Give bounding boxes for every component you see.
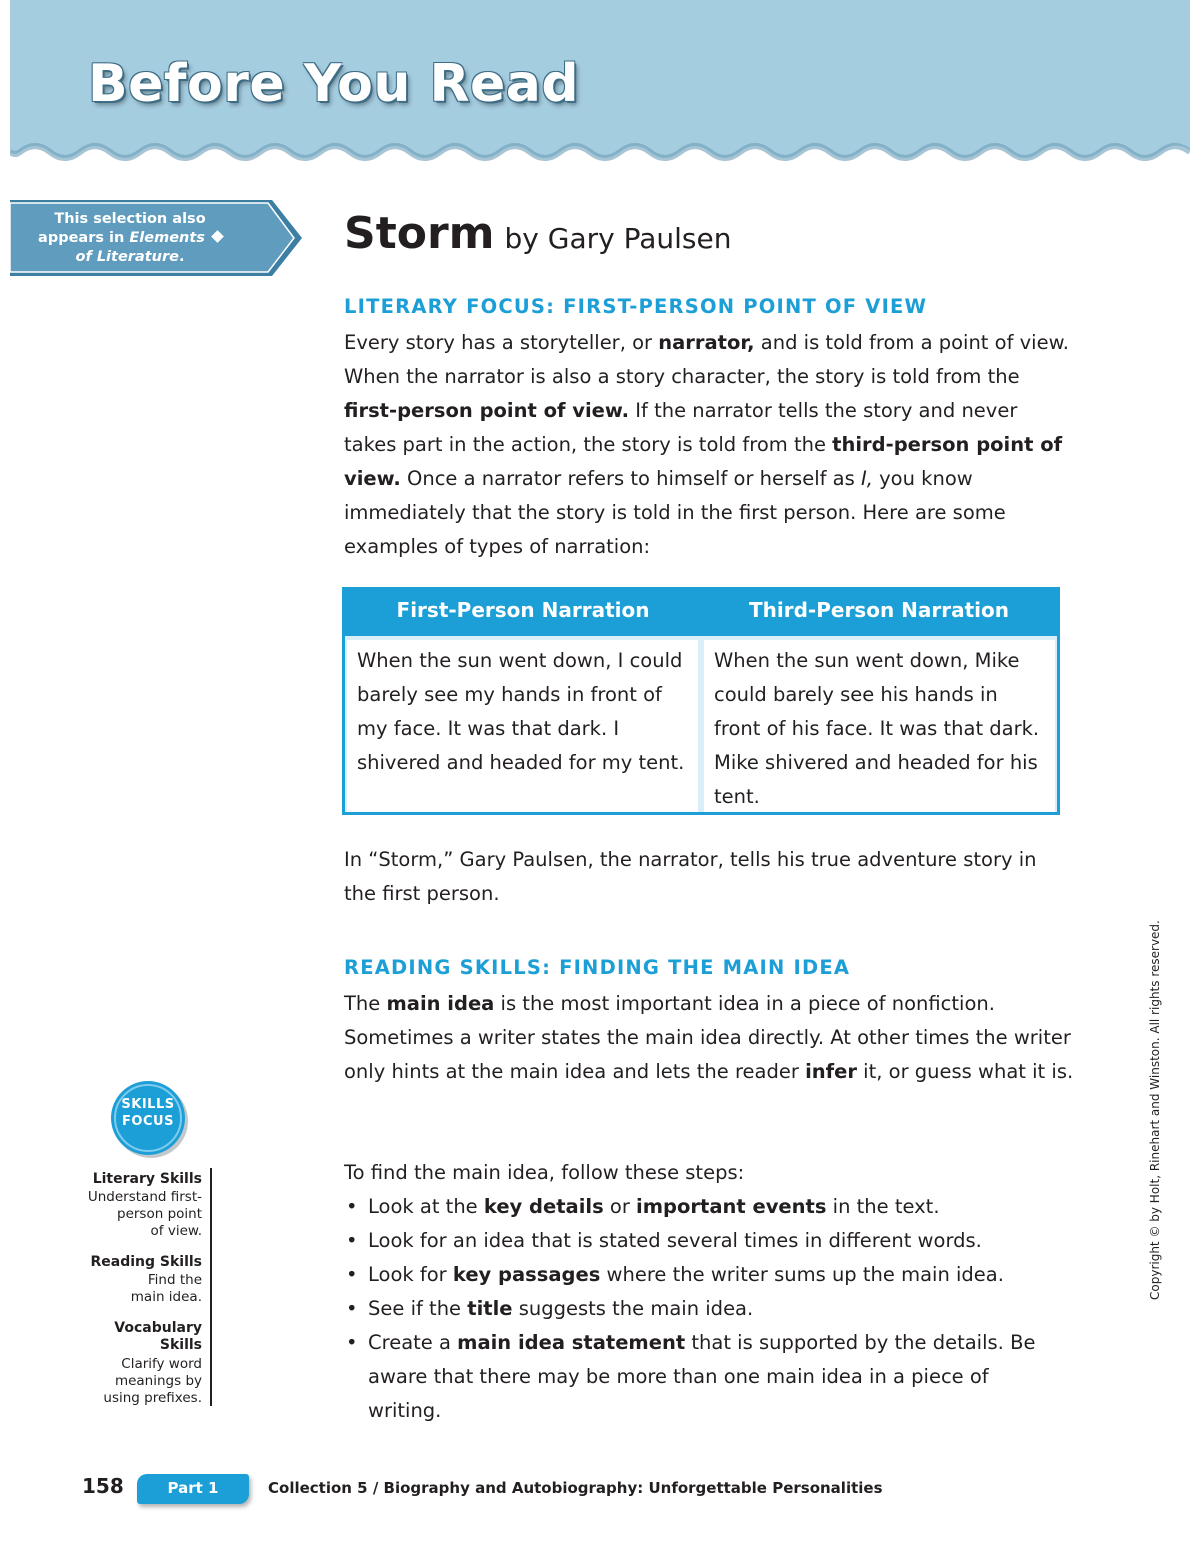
list-item: • See if the title suggests the main idea. bbox=[344, 1292, 1064, 1326]
literary-skills-desc: Understand first- person point of view. bbox=[87, 1189, 202, 1239]
reading-skills-paragraph: The main idea is the most important idea in a piece of nonfiction. Sometimes a writer states the main idea directly. At other times the writer only hints at the main idea and lets the reader infer it, or guess what it is. bbox=[344, 992, 1074, 1083]
reading-skills-label: Reading Skills bbox=[90, 1254, 202, 1270]
reading-skills-heading: READING SKILLS: FINDING THE MAIN IDEA bbox=[344, 956, 851, 979]
selection-note-line2: appears in bbox=[38, 230, 130, 246]
literary-skills-label: Literary Skills bbox=[92, 1171, 202, 1187]
reading-skills-desc: Find the main idea. bbox=[130, 1272, 202, 1305]
skills-focus-panel bbox=[80, 1168, 212, 1406]
list-item: • Create a main idea statement that is supported by the details. Be aware that there may be more than one main idea in a piece of writing. bbox=[344, 1326, 1064, 1428]
steps-list bbox=[344, 1190, 1064, 1428]
page-number: 158 bbox=[82, 1474, 124, 1498]
list-item: • Look for key passages where the writer sums up the main idea. bbox=[344, 1258, 1064, 1292]
selection-note-literature: of Literature bbox=[75, 249, 179, 265]
after-table-paragraph: In “Storm,” Gary Paulsen, the narrator, tells his true adventure story in the first person. bbox=[344, 848, 1037, 905]
vocabulary-skills-label: Vocabulary Skills bbox=[114, 1320, 202, 1353]
table-cell-third-person: When the sun went down, Mike could barely see his hands in front of his face. It was that dark. Mike shivered and headed for his tent. bbox=[704, 640, 1055, 812]
skills-focus-label: SKILLS FOCUS bbox=[121, 1097, 175, 1129]
list-item: • Look at the key details or important events in the text. bbox=[344, 1190, 1064, 1224]
selection-note-elements: Elements bbox=[129, 230, 205, 246]
part-label: Part 1 bbox=[167, 1479, 219, 1497]
copyright-notice: Copyright © by Holt, Rinehart and Winston. All rights reserved. bbox=[1148, 920, 1162, 1300]
table-header-third-person: Third-Person Narration bbox=[749, 598, 1009, 622]
banner-title: Before You Read bbox=[88, 54, 580, 114]
collection-title: Collection 5 / Biography and Autobiography: Unforgettable Personalities bbox=[268, 1479, 883, 1497]
table-cell-first-person: When the sun went down, I could barely see my hands in front of my face. It was that dark. I shivered and headed for my tent. bbox=[347, 640, 698, 812]
header-banner bbox=[10, 0, 1190, 176]
vocabulary-skills-desc: Clarify word meanings by using prefixes. bbox=[103, 1356, 202, 1406]
literary-focus-paragraph: Every story has a storyteller, or narrator, and is told from a point of view. When the narrator is also a story character, the story is told from the first-person point of view. If the narrator tells the story and never takes part in the action, the story is told from the third-person point of view. Once a narrator refers to himself or herself as I, you know immediately that the story is told in the first person. Here are some examples of types of narration: bbox=[344, 331, 1069, 558]
diamond-icon bbox=[211, 230, 224, 243]
selection-title bbox=[344, 208, 731, 259]
story-title: Storm bbox=[344, 208, 495, 259]
list-item: • Look for an idea that is stated several times in different words. bbox=[344, 1224, 1064, 1258]
selection-note-line1: This selection also bbox=[54, 211, 206, 227]
steps-intro: To find the main idea, follow these steps: bbox=[344, 1161, 745, 1184]
narration-table bbox=[342, 587, 1060, 815]
selection-note: This selection also appears in Elements of Literature. bbox=[10, 210, 250, 267]
story-byline: by Gary Paulsen bbox=[504, 222, 732, 255]
table-header-first-person: First-Person Narration bbox=[396, 598, 650, 622]
literary-focus-heading: LITERARY FOCUS: FIRST-PERSON POINT OF VIEW bbox=[344, 295, 928, 318]
